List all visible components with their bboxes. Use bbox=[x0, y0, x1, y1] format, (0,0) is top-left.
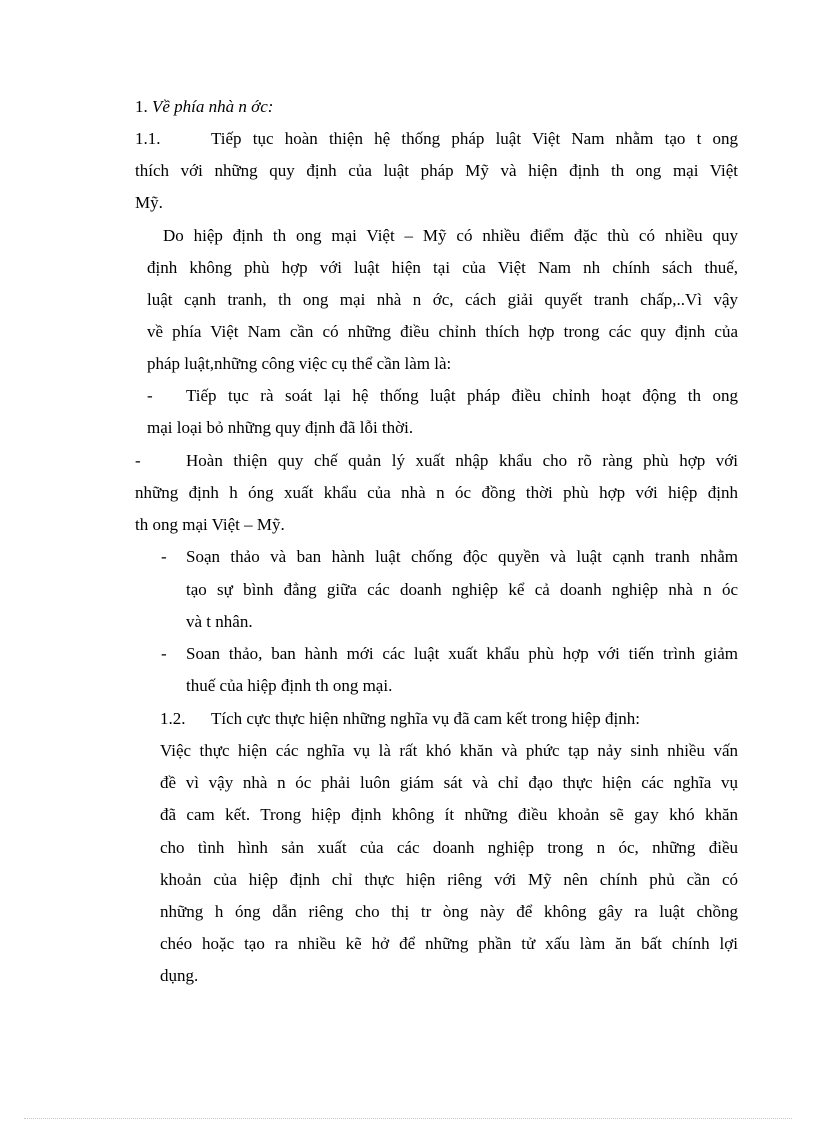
subsection-line: cho tình hình sản xuất của các doanh nghiệp trong n óc, những điều bbox=[160, 838, 738, 857]
subsection-line: Việc thực hiện các nghĩa vụ là rất khó khăn và phức tạp nảy sinh nhiều vấn bbox=[160, 741, 738, 760]
bullet-line: tạo sự bình đẳng giữa các doanh nghiệp kể cả doanh nghiệp nhà n óc bbox=[186, 580, 738, 599]
bullet-dash: - bbox=[161, 644, 167, 663]
bullet-line: mại loại bỏ những quy định đã lỗi thời. bbox=[147, 418, 414, 437]
bullet-dash: - bbox=[161, 547, 167, 566]
paragraph-line: về phía Việt Nam cần có những điều chỉnh thích hợp trong các quy định của bbox=[147, 322, 738, 341]
subsection-title: Tích cực thực hiện những nghĩa vụ đã cam kết trong hiệp định: bbox=[211, 709, 640, 728]
paragraph-line: định không phù hợp với luật hiện tại của Việt Nam nh chính sách thuế, bbox=[147, 258, 738, 277]
bullet-line: Soan thảo, ban hành mới các luật xuất khẩu phù hợp với tiến trình giảm bbox=[186, 644, 738, 663]
subsection-line: đã cam kết. Trong hiệp định không ít những điều khoản sẽ gay khó khăn bbox=[160, 805, 738, 824]
bullet-dash: - bbox=[135, 451, 141, 470]
bullet-line: thuế của hiệp định th ong mại. bbox=[186, 676, 393, 695]
section-heading bbox=[135, 97, 273, 117]
bullet-line: Tiếp tục rà soát lại hệ thống luật pháp điều chỉnh hoạt động th ong bbox=[186, 386, 738, 405]
subsection-line: khoản của hiệp định chỉ thực hiện riêng với Mỹ nên chính phủ cần có bbox=[160, 870, 738, 889]
bullet-line: và t nhân. bbox=[186, 612, 253, 631]
subsection-line: những h óng dẫn riêng cho thị tr òng này để không gây ra luật chồng bbox=[160, 902, 738, 921]
subsection-line: Mỹ. bbox=[135, 193, 163, 212]
subsection-number: 1.2. bbox=[160, 709, 186, 728]
subsection-line: thích với những quy định của luật pháp Mỹ và hiện định th ong mại Việt bbox=[135, 161, 738, 180]
subsection-line: dụng. bbox=[160, 966, 199, 985]
heading-title: Về phía nhà n ớc: bbox=[152, 97, 274, 116]
subsection-line: chéo hoặc tạo ra nhiều kẽ hở để những phần tử xấu làm ăn bất chính lợi bbox=[160, 934, 738, 953]
paragraph-line: pháp luật,những công việc cụ thể cần làm là: bbox=[147, 354, 452, 373]
bullet-line: những định h óng xuất khẩu của nhà n óc đồng thời phù hợp với hiệp định bbox=[135, 483, 738, 502]
subsection-line: đề vì vậy nhà n óc phải luôn giám sát và chỉ đạo thực hiện các nghĩa vụ bbox=[160, 773, 738, 792]
bullet-line: Soạn thảo và ban hành luật chống độc quyền và luật cạnh tranh nhằm bbox=[186, 547, 738, 566]
paragraph-line: luật cạnh tranh, th ong mại nhà n ớc, cách giải quyết tranh chấp,..Vì vậy bbox=[147, 290, 738, 309]
subsection-number: 1.1. bbox=[135, 129, 161, 148]
bullet-line: th ong mại Việt – Mỹ. bbox=[135, 515, 285, 534]
bullet-dash: - bbox=[147, 386, 153, 405]
paragraph-line: Do hiệp định th ong mại Việt – Mỹ có nhiều điểm đặc thù có nhiều quy bbox=[163, 226, 738, 245]
subsection-line: Tiếp tục hoàn thiện hệ thống pháp luật Việt Nam nhằm tạo t ong bbox=[211, 129, 738, 148]
page-bottom-divider bbox=[24, 1118, 792, 1119]
bullet-line: Hoàn thiện quy chế quản lý xuất nhập khẩu cho rõ ràng phù hợp với bbox=[186, 451, 738, 470]
heading-number: 1. bbox=[135, 97, 148, 116]
